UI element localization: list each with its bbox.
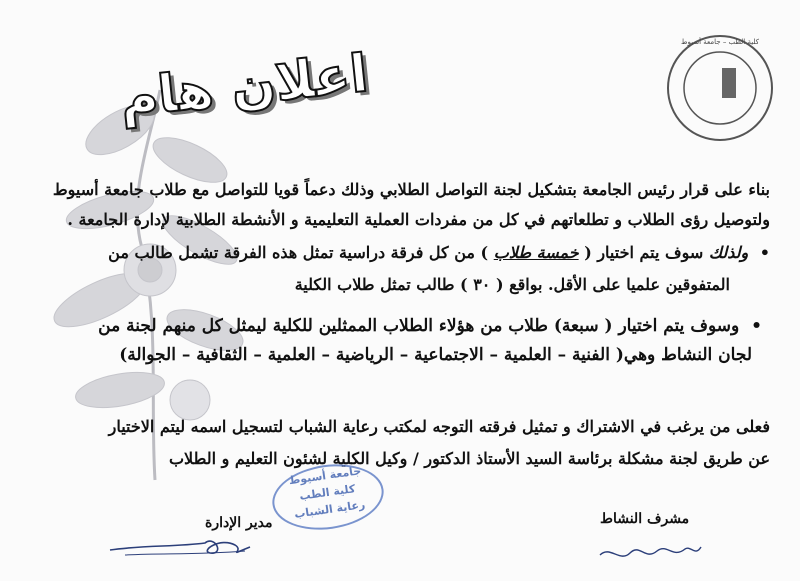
bullet-2-continuation: لجان النشاط وهي( الفنية – العلمية – الاجتماعية – الرياضية – العلمية – الثقافية – الجوالة)	[119, 345, 752, 365]
bullet-2	[98, 316, 762, 336]
announcement-title: اعلان هام	[117, 43, 371, 130]
bullet-icon: •	[759, 243, 770, 262]
bullet-1-handwritten: خمسة طلاب	[493, 243, 579, 262]
bullet-1-lead: ولذلك	[708, 243, 749, 262]
signature-label-supervisor: مشرف النشاط	[600, 511, 690, 527]
body-line-2: ولتوصيل رؤى الطلاب و تطلعاتهم في كل من مفردات العملية التعليمية و الأنشطة الطلابية لإدارة الجامعة .	[67, 210, 770, 229]
stamp-line-2: كلية الطب	[298, 482, 357, 503]
bullet-1-text: سوف يتم اختيار (	[584, 243, 704, 262]
bullet-icon: •	[751, 316, 762, 336]
official-stamp	[268, 458, 388, 537]
paragraph-2-line-2: عن طريق لجنة مشكلة برئاسة السيد الأستاذ الدكتور / وكيل الكلية لشئون التعليم و الطلاب	[168, 449, 770, 468]
logo-caption: كلية الطب – جامعة أسيوط	[681, 38, 759, 46]
paragraph-2-line-1: فعلى من يرغب في الاشتراك و تمثيل فرقته التوجه لمكتب رعاية الشباب لتسجيل اسمه ليتم الاختيار	[108, 417, 770, 436]
signature-label-director: مدير الإدارة	[205, 515, 273, 531]
faculty-logo	[660, 28, 780, 148]
bullet-1-continuation: المتفوقين علميا على الأقل. بواقع ( ٣٠ ) طالب تمثل طلاب الكلية	[294, 275, 730, 294]
body-line-1: بناء على قرار رئيس الجامعة بتشكيل لجنة التواصل الطلابي وذلك دعماً قويا للتواصل مع طلاب جامعة أسيوط	[52, 180, 770, 199]
bullet-1	[108, 243, 770, 262]
supervisor-signature	[595, 535, 705, 570]
stamp-line-1: جامعة أسيوط	[287, 464, 363, 488]
bullet-2-text: وسوف يتم اختيار ( سبعة) طلاب من هؤلاء الطلاب الممثلين للكلية ليمثل كل منهم لجنة من	[98, 316, 740, 336]
director-signature	[105, 525, 255, 565]
stamp-line-3: رعاية الشباب	[293, 497, 366, 521]
bullet-1-rest: ) من كل فرقة دراسية تمثل هذه الفرقة تشمل طالب من	[108, 243, 489, 262]
